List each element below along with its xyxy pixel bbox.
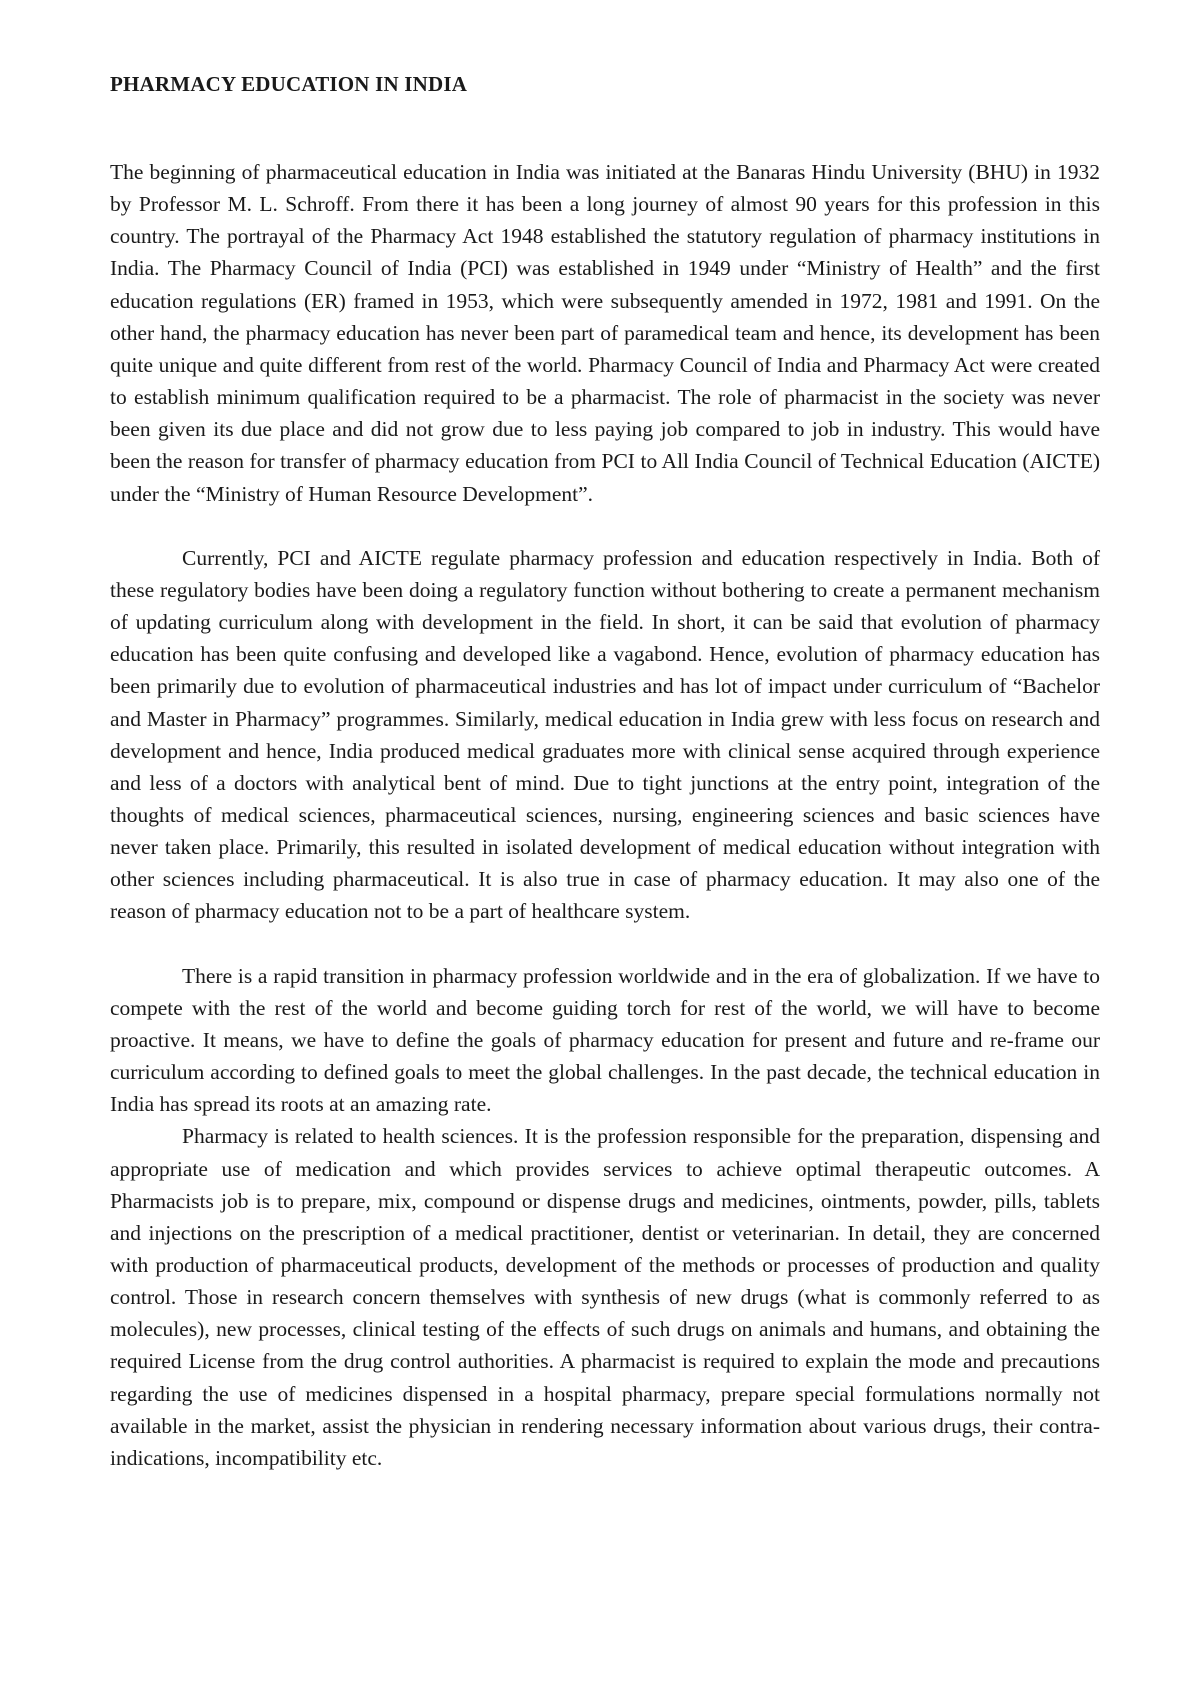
- paragraph-globalization: There is a rapid transition in pharmacy profession worldwide and in the era of globalization. If we have to compete with the rest of the world and become guiding torch for rest of the world, we will have to become proactive. It means, we have to define the goals of pharmacy education for present and future and re-frame our curriculum according to defined goals to meet the global challenges. In the past decade, the technical education in India has spread its roots at an amazing rate.: [110, 963, 1100, 1117]
- paragraph-profession: Pharmacy is related to health sciences. It is the profession responsible for the preparation, dispensing and appropriate use of medication and which provides services to achieve optimal therapeutic outcomes. A Pharmacists job is to prepare, mix, compound or dispense drugs and medicines, ointments, powder, pills, tablets and injections on the prescription of a medical practitioner, dentist or veterinarian. In detail, they are concerned with production of pharmaceutical products, development of the methods or processes of production and quality control. Those in research concern themselves with synthesis of new drugs (what is commonly referred to as molecules), new processes, clinical testing of the effects of such drugs on animals and humans, and obtaining the required License from the drug control authorities. A pharmacist is required to explain the mode and precautions regarding the use of medicines dispensed in a hospital pharmacy, prepare special formulations normally not available in the market, assist the physician in rendering necessary information about various drugs, their contra-indications, incompatibility etc.: [110, 1124, 1100, 1470]
- paragraph-regulation: Currently, PCI and AICTE regulate pharmacy profession and education respectively in India. Both of these regulatory bodies have been doing a regulatory function without bothering to create a permanent mechanism of updating curriculum along with development in the field. In short, it can be said that evolution of pharmacy education has been quite confusing and developed like a vagabond. Hence, evolution of pharmacy education has been primarily due to evolution of pharmaceutical industries and has lot of impact under curriculum of “Bachelor and Master in Pharmacy” programmes. Similarly, medical education in India grew with less focus on research and development and hence, India produced medical graduates more with clinical sense acquired through experience and less of a doctors with analytical bent of mind. Due to tight junctions at the entry point, integration of the thoughts of medical sciences, pharmaceutical sciences, nursing, engineering sciences and basic sciences have never taken place. Primarily, this resulted in isolated development of medical education without integration with other sciences including pharmaceutical. It is also true in case of pharmacy education. It may also one of the reason of pharmacy education not to be a part of healthcare system.: [110, 545, 1100, 924]
- document-page: [110, 68, 1100, 1474]
- paragraph-history: The beginning of pharmaceutical education in India was initiated at the Banaras Hindu University (BHU) in 1932 by Professor M. L. Schroff. From there it has been a long journey of almost 90 years for this profession in this country. The portrayal of the Pharmacy Act 1948 established the statutory regulation of pharmacy institutions in India. The Pharmacy Council of India (PCI) was established in 1949 under “Ministry of Health” and the first education regulations (ER) framed in 1953, which were subsequently amended in 1972, 1981 and 1991. On the other hand, the pharmacy education has never been part of paramedical team and hence, its development has been quite unique and quite different from rest of the world. Pharmacy Council of India and Pharmacy Act were created to establish minimum qualification required to be a pharmacist. The role of pharmacist in the society was never been given its due place and did not grow due to less paying job compared to job in industry. This would have been the reason for transfer of pharmacy education from PCI to All India Council of Technical Education (AICTE) under the “Ministry of Human Resource Development”.: [110, 160, 1100, 506]
- page-title: PHARMACY EDUCATION IN INDIA: [110, 72, 468, 96]
